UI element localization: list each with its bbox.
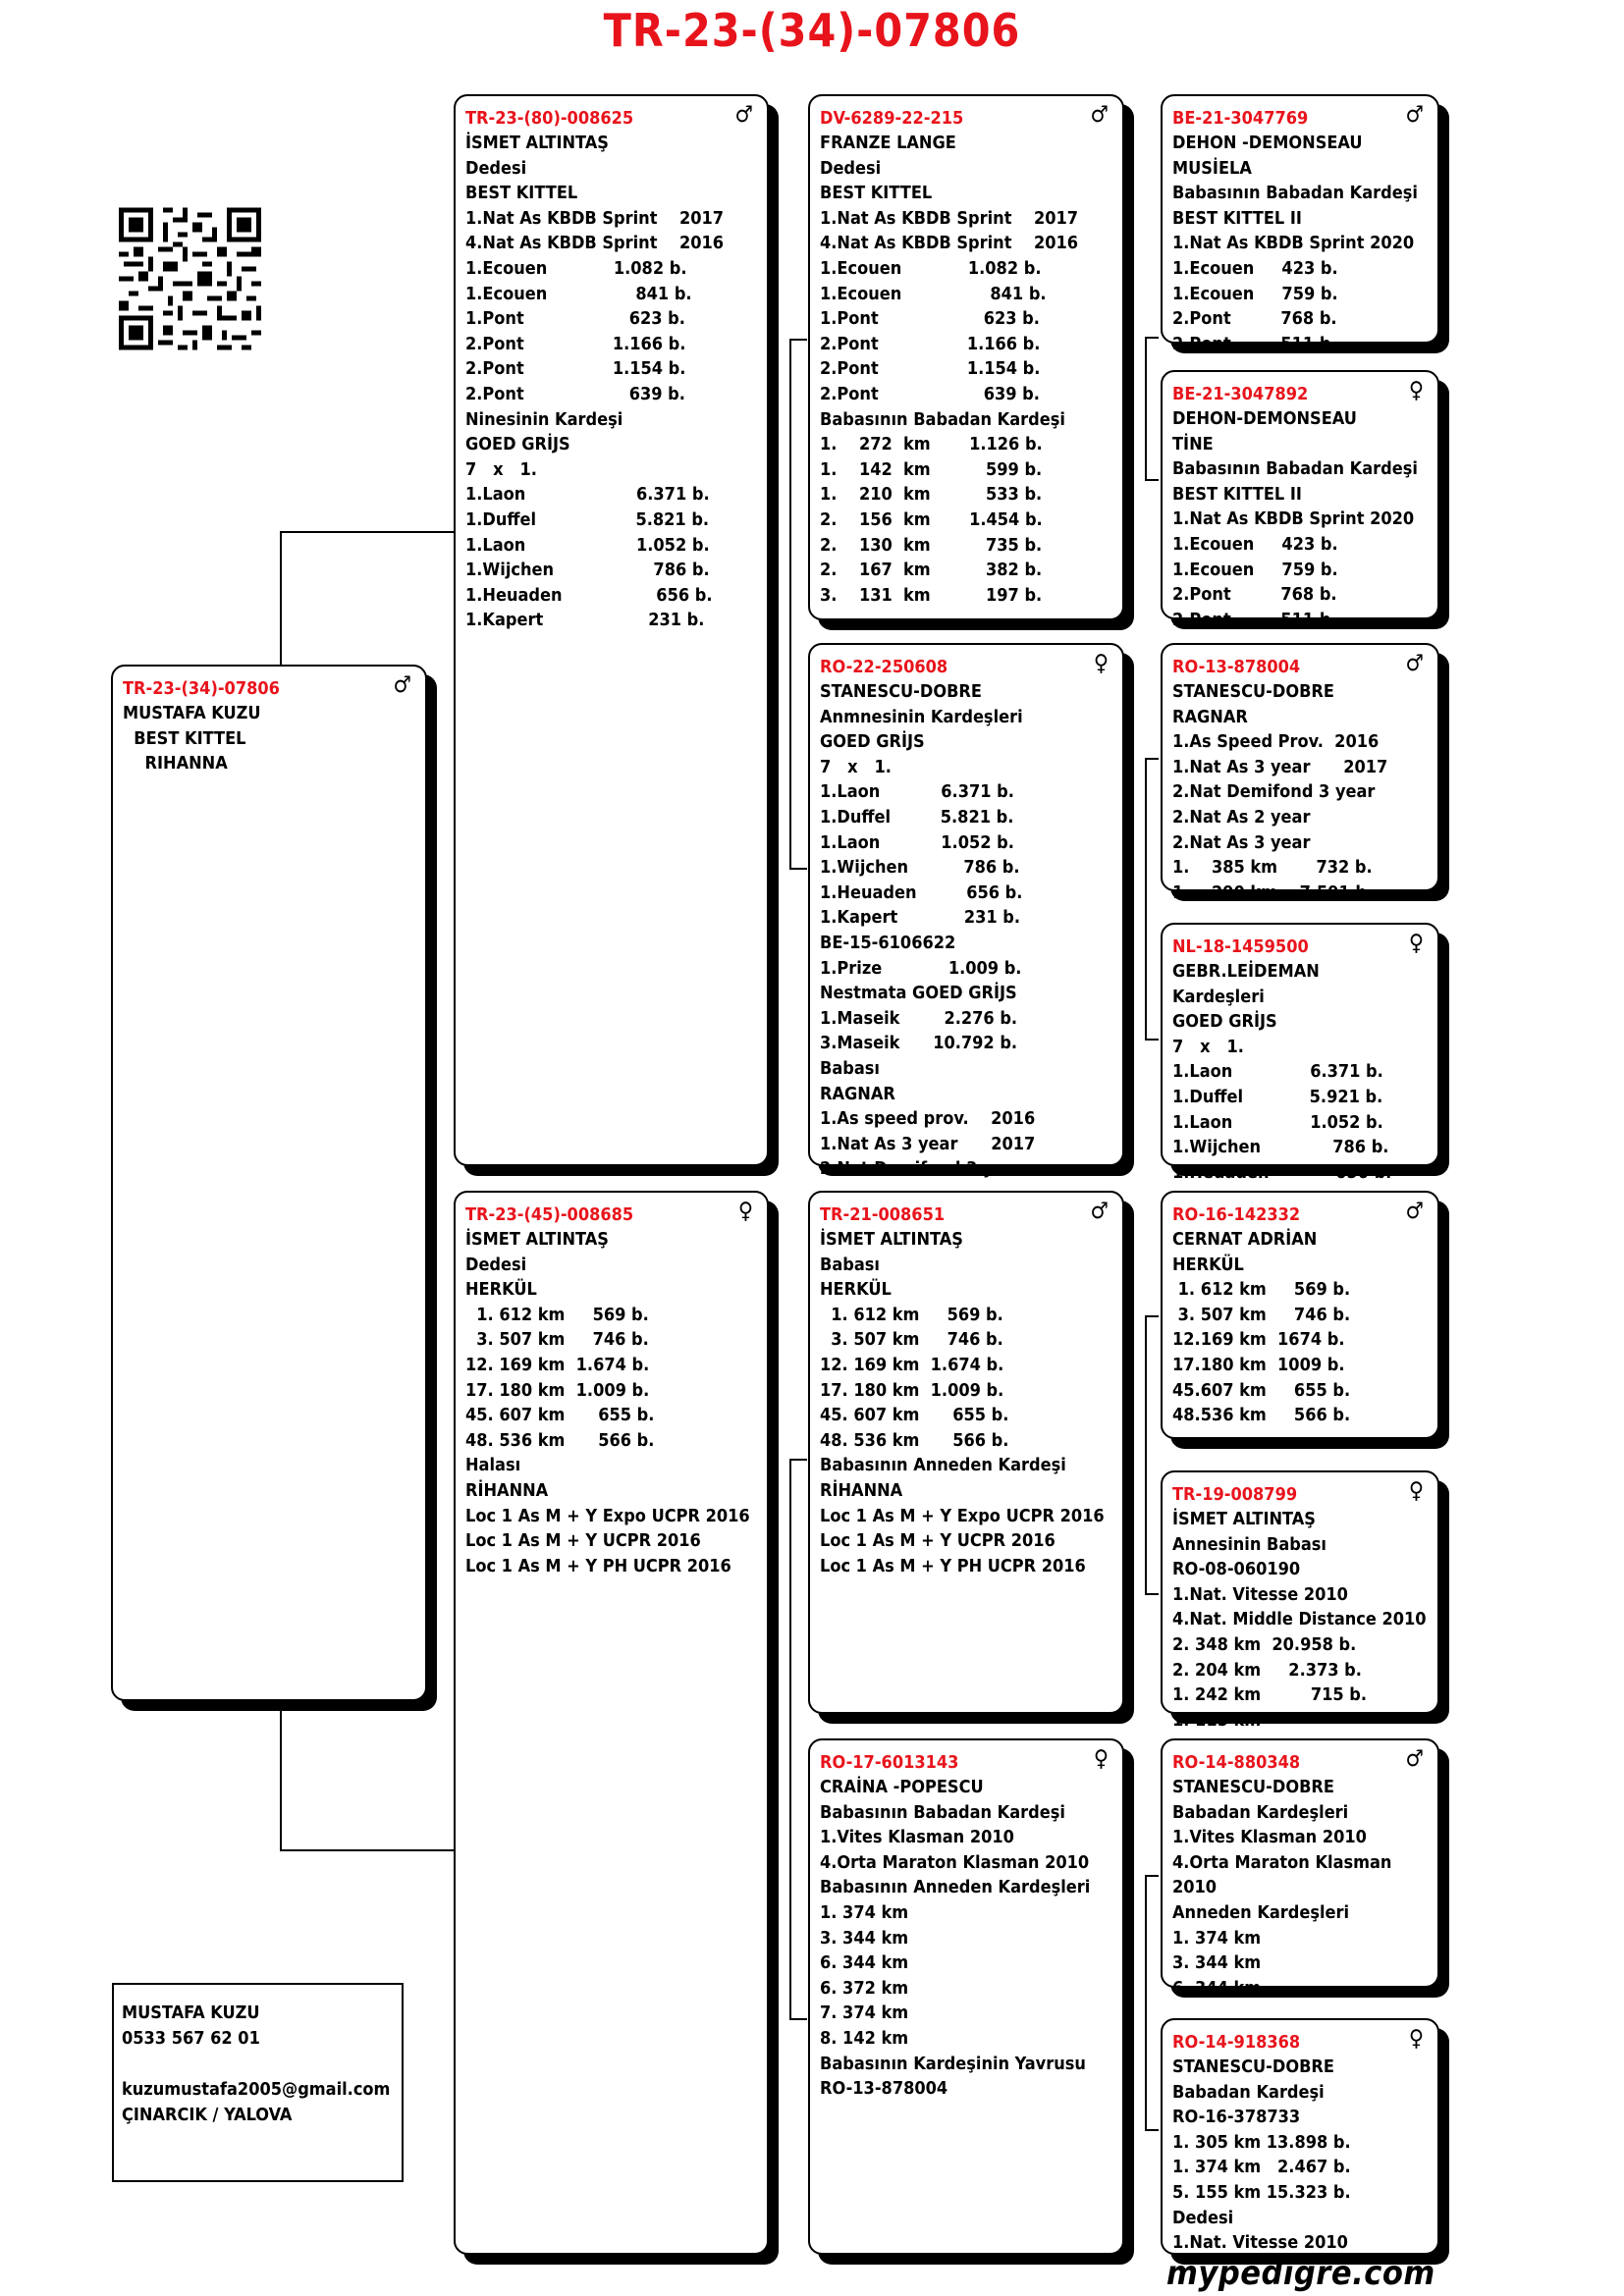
card-line: Dedesi [1172, 2207, 1234, 2228]
card-line: 2010 [1172, 1877, 1218, 1898]
ring-number: RO-14-880348 [1172, 1752, 1301, 1773]
card-line: 1.Nat As KBDB Sprint 2017 [465, 207, 725, 229]
connector-ss-h1 [1145, 337, 1159, 339]
card-line: FRANZE LANGE [820, 133, 956, 153]
card-line: İSMET ALTINTAŞ [1172, 1509, 1316, 1529]
card-line: 4.Nat. Middle Distance 2010 [1172, 1609, 1427, 1630]
ring-number: TR-21-008651 [820, 1204, 946, 1225]
card-line: 45.607 km 655 b. [1172, 1379, 1351, 1401]
ring-number: DV-6289-22-215 [820, 108, 964, 129]
card-line: 3. 344 km [820, 1927, 909, 1949]
card-line: BEST KITTEL [820, 183, 933, 204]
ring-number: RO-13-878004 [1172, 657, 1301, 677]
card-line: 1.Ecouen 759 b. [1172, 283, 1338, 304]
card-line: Anneden Kardeşleri [1172, 1901, 1350, 1923]
card-line: 1.Nat As 3 year 2017 [1172, 756, 1388, 777]
card-line: BEST KITTEL II [1172, 483, 1302, 505]
card-line: Halası [465, 1455, 521, 1476]
card-line: 3. 507 km 746 b. [465, 1329, 649, 1351]
card-line: HERKÜL [465, 1279, 537, 1301]
card-line: 4.Nat As KBDB Sprint 2016 [820, 233, 1079, 254]
ring-number: RO-17-6013143 [820, 1752, 959, 1773]
card-line: 1.Nat. Vitesse 2010 [1172, 1583, 1348, 1605]
card-line: 1.Ecouen 759 b. [1172, 559, 1338, 580]
connector-sire-h1 [789, 339, 807, 341]
connector-sd-v [1145, 758, 1147, 1040]
card-line: 45. 607 km 655 b. [465, 1405, 655, 1426]
card-line: 48. 536 km 566 b. [465, 1429, 655, 1451]
card-line: 1.Laon 1.052 b. [465, 534, 710, 556]
pedigree-card-sd[interactable] [808, 643, 1124, 1180]
pedigree-card-ssd[interactable] [1161, 370, 1439, 630]
card-line: 1. 374 km [1172, 1927, 1262, 1949]
card-line: 2.Pont 768 b. [1172, 584, 1337, 606]
card-line: 2.Pont 1.154 b. [820, 358, 1041, 380]
ring-number: TR-23-(34)-07806 [123, 678, 280, 699]
female-icon: ♀ [1093, 1746, 1109, 1772]
female-icon: ♀ [737, 1199, 753, 1224]
card-line: 1.Pont 623 b. [465, 308, 685, 330]
card-line: 2. 156 km 1.454 b. [820, 508, 1043, 530]
card-line: Loc 1 As M + Y PH UCPR 2016 [465, 1555, 731, 1576]
card-line: Ninesinin Kardeşi [465, 408, 623, 430]
card-line: 6. 344 km [820, 1952, 909, 1974]
connector-sire-v [789, 339, 791, 869]
card-line: Babasının Anneden Kardeşi [820, 1455, 1066, 1476]
connector-ds-v [1145, 1315, 1147, 1594]
card-line: 1. 612 km 569 b. [820, 1304, 1003, 1325]
card-line: 1.Ecouen 423 b. [1172, 257, 1338, 279]
card-line: 3. 344 km [1172, 1952, 1262, 1974]
card-line: Loc 1 As M + Y UCPR 2016 [465, 1530, 701, 1552]
card-line: İSMET ALTINTAŞ [820, 1229, 963, 1250]
card-line: CERNAT ADRİAN [1172, 1229, 1318, 1250]
connector-sire-h2 [789, 868, 807, 870]
card-line: GEBR.LEİDEMAN [1172, 961, 1320, 982]
ring-number: BE-21-3047769 [1172, 108, 1309, 129]
female-icon: ♀ [1408, 2026, 1424, 2052]
connector-subject-sire-h [280, 531, 456, 533]
card-line: RİHANNA [820, 1479, 903, 1501]
card-line: BEST KITTEL II [1172, 207, 1302, 229]
card-line: İSMET ALTINTAŞ [465, 133, 609, 153]
card-line: TİNE [1172, 433, 1214, 454]
card-line: 1. 272 km 1.126 b. [820, 434, 1043, 455]
card-line: HERKÜL [820, 1279, 892, 1301]
card-line: RAGNAR [1172, 706, 1248, 727]
card-line: Dedesi [465, 1254, 527, 1275]
female-icon: ♀ [1408, 378, 1424, 403]
card-line: Babasının Babadan Kardeşi [820, 1801, 1065, 1823]
card-line: 17. 180 km 1.009 b. [465, 1379, 650, 1401]
card-line: 2.Nat Demifond 3 year [820, 1158, 1023, 1180]
connector-sd-h2 [1145, 1039, 1159, 1041]
card-line: 2. 348 km 20.958 b. [1172, 1633, 1357, 1655]
pedigree-card-sdd[interactable] [1161, 923, 1439, 1183]
pedigree-card-ddd[interactable] [1161, 2018, 1439, 2255]
card-line: Babasının Anneden Kardeşleri [820, 1877, 1091, 1898]
card-line: Loc 1 As M + Y Expo UCPR 2016 [465, 1505, 750, 1526]
card-line: 1.Wijchen 786 b. [465, 560, 710, 581]
card-line: 1.Laon 1.052 b. [820, 831, 1014, 853]
connector-dd-h1 [1145, 1875, 1159, 1877]
card-line: 1.Laon 1.052 b. [1172, 1111, 1383, 1133]
card-line: 12.169 km 1674 b. [1172, 1329, 1345, 1351]
card-line: 1. 305 km 13.898 b. [1172, 2131, 1351, 2153]
card-line: Anmnesinin Kardeşleri [820, 706, 1023, 727]
pedigree-card-ds[interactable] [808, 1191, 1124, 1714]
card-line: 1.Nat As 3 year 2017 [820, 1133, 1036, 1154]
male-icon: ♂ [1090, 1199, 1109, 1224]
card-line: 4.Orta Maraton Klasman [1172, 1851, 1392, 1873]
connector-ss-h2 [1145, 479, 1159, 481]
pedigree-card-dds[interactable] [1161, 1738, 1439, 1999]
card-line: 7. 374 km [820, 2002, 909, 2024]
card-line: 45. 607 km 655 b. [820, 1405, 1009, 1426]
connector-dam-v [789, 1459, 791, 2019]
card-line: 3. 131 km 197 b. [820, 584, 1043, 606]
female-icon: ♀ [1408, 931, 1424, 956]
card-line: 1.Heuaden 656 b. [465, 584, 713, 606]
card-line: 1. 210 km 533 b. [820, 484, 1043, 506]
connector-subject-dam-h [280, 1849, 456, 1851]
card-line: RİHANNA [465, 1479, 549, 1501]
card-line: 1.Maseik 2.276 b. [820, 1007, 1018, 1029]
card-line: 1.Vites Klasman 2010 [1172, 1827, 1367, 1848]
card-line: 2.Pont 1.166 b. [465, 333, 686, 354]
card-line: 1. 612 km 569 b. [1172, 1279, 1351, 1301]
card-line: GOED GRİJS [820, 731, 925, 753]
card-line: GOED GRİJS [1172, 1011, 1277, 1033]
card-line: 2. 167 km 382 b. [820, 560, 1043, 581]
pedigree-card-dss[interactable] [1161, 1191, 1439, 1439]
card-line: 2.Pont 1.154 b. [465, 358, 686, 380]
card-line: 2. 130 km 735 b. [820, 534, 1043, 556]
card-line: RO-13-878004 [820, 2078, 948, 2100]
contact-spacer [122, 2052, 394, 2077]
card-line: 1.Duffel 5.821 b. [465, 508, 710, 530]
pedigree-card-dd[interactable] [808, 1738, 1124, 2255]
card-line: 1.Prize 1.009 b. [820, 957, 1022, 979]
card-line: RAGNAR [820, 1083, 895, 1104]
male-icon: ♂ [1405, 102, 1424, 128]
female-icon: ♀ [1093, 651, 1109, 676]
male-icon: ♂ [734, 102, 753, 128]
card-line: CRAİNA -POPESCU [820, 1777, 984, 1797]
card-line: 1. 374 km [820, 1901, 909, 1923]
card-line: 1.Nat As KBDB Sprint 2017 [820, 207, 1079, 229]
card-line: 1.Heuaden 656 b. [1172, 1161, 1392, 1183]
card-line: DEHON-DEMONSEAU [1172, 408, 1357, 429]
pedigree-card-dam[interactable] [454, 1191, 769, 2255]
card-line: 7 x 1. [820, 756, 892, 777]
ring-number: TR-23-(45)-008685 [465, 1204, 634, 1225]
card-line: 17. 180 km 1.009 b. [820, 1379, 1004, 1401]
male-icon: ♂ [1090, 102, 1109, 128]
male-icon: ♂ [1405, 1746, 1424, 1772]
pedigree-card-dsd[interactable] [1161, 1470, 1439, 1731]
card-line: RIHANNA [123, 753, 228, 774]
card-line: 1. 115 km [1172, 1709, 1262, 1731]
card-line: Kardeşleri [1172, 986, 1265, 1007]
connector-ds-h2 [1145, 1593, 1159, 1595]
card-line: 4.Nat As KBDB Sprint 2016 [465, 233, 725, 254]
card-line: BEST KITTEL [465, 183, 578, 204]
card-line: Dedesi [820, 157, 882, 179]
pedigree-card-sire[interactable] [454, 94, 769, 1166]
ring-number: TR-23-(80)-008625 [465, 108, 634, 129]
card-line: 17.180 km 1009 b. [1172, 1354, 1345, 1375]
card-line: İSMET ALTINTAŞ [465, 1229, 609, 1250]
card-line: 3. 507 km 746 b. [1172, 1304, 1351, 1325]
connector-subject-sire-v [280, 531, 282, 667]
card-line: 2.Pont 1.166 b. [820, 333, 1041, 354]
card-line: Nestmata GOED GRİJS [820, 983, 1017, 1004]
ring-number: RO-16-142332 [1172, 1204, 1301, 1225]
card-line: 2.Pont 639 b. [820, 383, 1040, 404]
card-line: 8. 142 km [820, 2027, 909, 2049]
card-line: 6. 372 km [820, 1977, 909, 1999]
card-line: MUSTAFA KUZU [123, 703, 261, 723]
card-line: 12. 169 km 1.674 b. [820, 1354, 1004, 1375]
contact-email[interactable]: kuzumustafa2005@gmail.com [122, 2079, 391, 2100]
watermark: mypedigre.com [1166, 2254, 1435, 2293]
connector-dam-h2 [789, 2018, 807, 2020]
card-line: 2.Pont 511 b. [1172, 609, 1337, 630]
connector-sd-h1 [1145, 758, 1159, 760]
card-line: 1.As speed prov. 2016 [820, 1108, 1036, 1130]
qr-code-icon [119, 201, 261, 356]
card-line: 48. 536 km 566 b. [820, 1429, 1009, 1451]
card-line: 1.Ecouen 841 b. [465, 283, 692, 304]
card-line: 4.Orta Maraton Klasman 2010 [820, 1851, 1090, 1873]
pedigree-card-subject[interactable] [111, 665, 427, 1701]
card-line: 1. 385 km 732 b. [1172, 857, 1373, 879]
card-line: 1. 290 km 7.591 b. [1172, 881, 1374, 903]
card-line: 2.Nat As 3 year [1172, 831, 1311, 853]
card-line: HERKÜL [1172, 1254, 1244, 1275]
card-line: 1.Duffel 5.921 b. [1172, 1086, 1383, 1107]
card-line: Loc 1 As M + Y UCPR 2016 [820, 1530, 1056, 1552]
card-line: 1.Nat. Vitesse 2010 [1172, 2232, 1348, 2254]
female-icon: ♀ [1408, 1478, 1424, 1504]
card-line: 2.Nat Demifond 3 year [1172, 781, 1376, 803]
card-line: 1.Wijchen 786 b. [820, 857, 1020, 879]
card-line: 1. 142 km 599 b. [820, 458, 1043, 480]
card-line: 1.Wijchen 786 b. [1172, 1137, 1389, 1158]
card-line: Annesinin Babası [1172, 1533, 1326, 1555]
card-line: 1. 242 km 715 b. [1172, 1684, 1368, 1706]
card-line: 2.Pont 639 b. [465, 383, 685, 404]
card-line: Babasının Babadan Kardeşi [820, 408, 1065, 430]
card-line: 1.Kapert 231 b. [465, 610, 705, 631]
card-line: Babası [820, 1057, 880, 1079]
card-line: 1.As Speed Prov. 2016 [1172, 731, 1380, 753]
card-line: 1.Laon 6.371 b. [1172, 1061, 1383, 1083]
pedigree-card-ss[interactable] [808, 94, 1124, 620]
card-line: 3. 507 km 746 b. [820, 1329, 1003, 1351]
ring-number: TR-19-008799 [1172, 1484, 1298, 1505]
contact-location: ÇINARCIK / YALOVA [122, 2105, 293, 2125]
card-line: 2.Nat As 2 year [1172, 806, 1311, 828]
connector-dd-v [1145, 1875, 1147, 2130]
card-line: 1.Ecouen 1.082 b. [465, 257, 687, 279]
card-line: 1.Kapert 231 b. [820, 907, 1020, 929]
card-line: STANESCU-DOBRE [1172, 1777, 1334, 1797]
card-line: 1.Nat As KBDB Sprint 2020 [1172, 233, 1415, 254]
ring-number: RO-22-250608 [820, 657, 948, 677]
connector-dd-h2 [1145, 2129, 1159, 2131]
contact-name: MUSTAFA KUZU [122, 2002, 260, 2023]
card-line: Babadan Kardeşi [1172, 2081, 1325, 2103]
ring-number: NL-18-1459500 [1172, 936, 1309, 957]
card-line: DEHON -DEMONSEAU [1172, 133, 1363, 153]
card-line: BE-15-6106622 [820, 932, 956, 953]
card-line: 3.Maseik 10.792 b. [820, 1033, 1018, 1054]
card-line: 1.Heuaden 656 b. [820, 881, 1023, 903]
card-line: Loc 1 As M + Y PH UCPR 2016 [820, 1555, 1086, 1576]
card-line: Babasının Kardeşinin Yavrusu [820, 2053, 1086, 2074]
card-line: 1. 612 km 569 b. [465, 1304, 649, 1325]
card-line: 2.Pont 511 b. [1172, 333, 1337, 354]
card-line: 5. 155 km 15.323 b. [1172, 2181, 1351, 2203]
card-line: 2.Pont 768 b. [1172, 308, 1337, 330]
card-line: STANESCU-DOBRE [820, 681, 982, 702]
card-line: 1.Ecouen 841 b. [820, 283, 1047, 304]
pedigree-title: TR-23-(34)-07806 [603, 4, 1021, 57]
connector-dam-h1 [789, 1459, 807, 1461]
card-line: Babası [820, 1254, 880, 1275]
card-line: 1.Duffel 5.821 b. [820, 806, 1014, 828]
card-line: Babadan Kardeşleri [1172, 1801, 1349, 1823]
card-line: Dedesi [465, 157, 527, 179]
card-line: 1.Pont 623 b. [820, 308, 1040, 330]
card-line: 12. 169 km 1.674 b. [465, 1354, 650, 1375]
contact-box [112, 1983, 404, 2182]
card-line: BEST KITTEL [123, 727, 246, 749]
card-line: STANESCU-DOBRE [1172, 2056, 1334, 2077]
card-line: RO-16-378733 [1172, 2107, 1301, 2128]
card-line: 1.Laon 6.371 b. [820, 781, 1014, 803]
card-line: MUSİELA [1172, 157, 1252, 179]
card-line: 1.Nat As KBDB Sprint 2020 [1172, 508, 1415, 530]
male-icon: ♂ [1405, 651, 1424, 676]
pedigree-card-sss[interactable] [1161, 94, 1439, 354]
card-line: 2. 204 km 2.373 b. [1172, 1659, 1362, 1681]
card-line: Loc 1 As M + Y Expo UCPR 2016 [820, 1505, 1105, 1526]
card-line: 1.Ecouen 1.082 b. [820, 257, 1042, 279]
card-line: 7 x 1. [1172, 1036, 1244, 1057]
ring-number: RO-14-918368 [1172, 2032, 1301, 2053]
card-line: 48.536 km 566 b. [1172, 1405, 1351, 1426]
card-line: 6. 344 km [1172, 1977, 1262, 1999]
card-line: Babasının Babadan Kardeşi [1172, 183, 1418, 204]
card-line: 1.Vites Klasman 2010 [820, 1827, 1014, 1848]
male-icon: ♂ [393, 672, 411, 698]
card-line: RO-08-060190 [1172, 1559, 1301, 1580]
contact-phone[interactable]: 0533 567 62 01 [122, 2028, 260, 2049]
card-line: GOED GRİJS [465, 434, 570, 455]
card-line: 7 x 1. [465, 458, 537, 480]
card-line: 1.Ecouen 423 b. [1172, 533, 1338, 555]
ring-number: BE-21-3047892 [1172, 384, 1309, 404]
pedigree-card-sds[interactable] [1161, 643, 1439, 903]
card-line: 1. 374 km 2.467 b. [1172, 2157, 1351, 2178]
male-icon: ♂ [1405, 1199, 1424, 1224]
card-line: STANESCU-DOBRE [1172, 681, 1334, 702]
card-line: Babasının Babadan Kardeşi [1172, 458, 1418, 480]
card-line: 1.Laon 6.371 b. [465, 484, 710, 506]
connector-ds-h1 [1145, 1315, 1159, 1317]
connector-ss-v [1145, 337, 1147, 480]
connector-subject-dam-v [280, 1705, 282, 1850]
